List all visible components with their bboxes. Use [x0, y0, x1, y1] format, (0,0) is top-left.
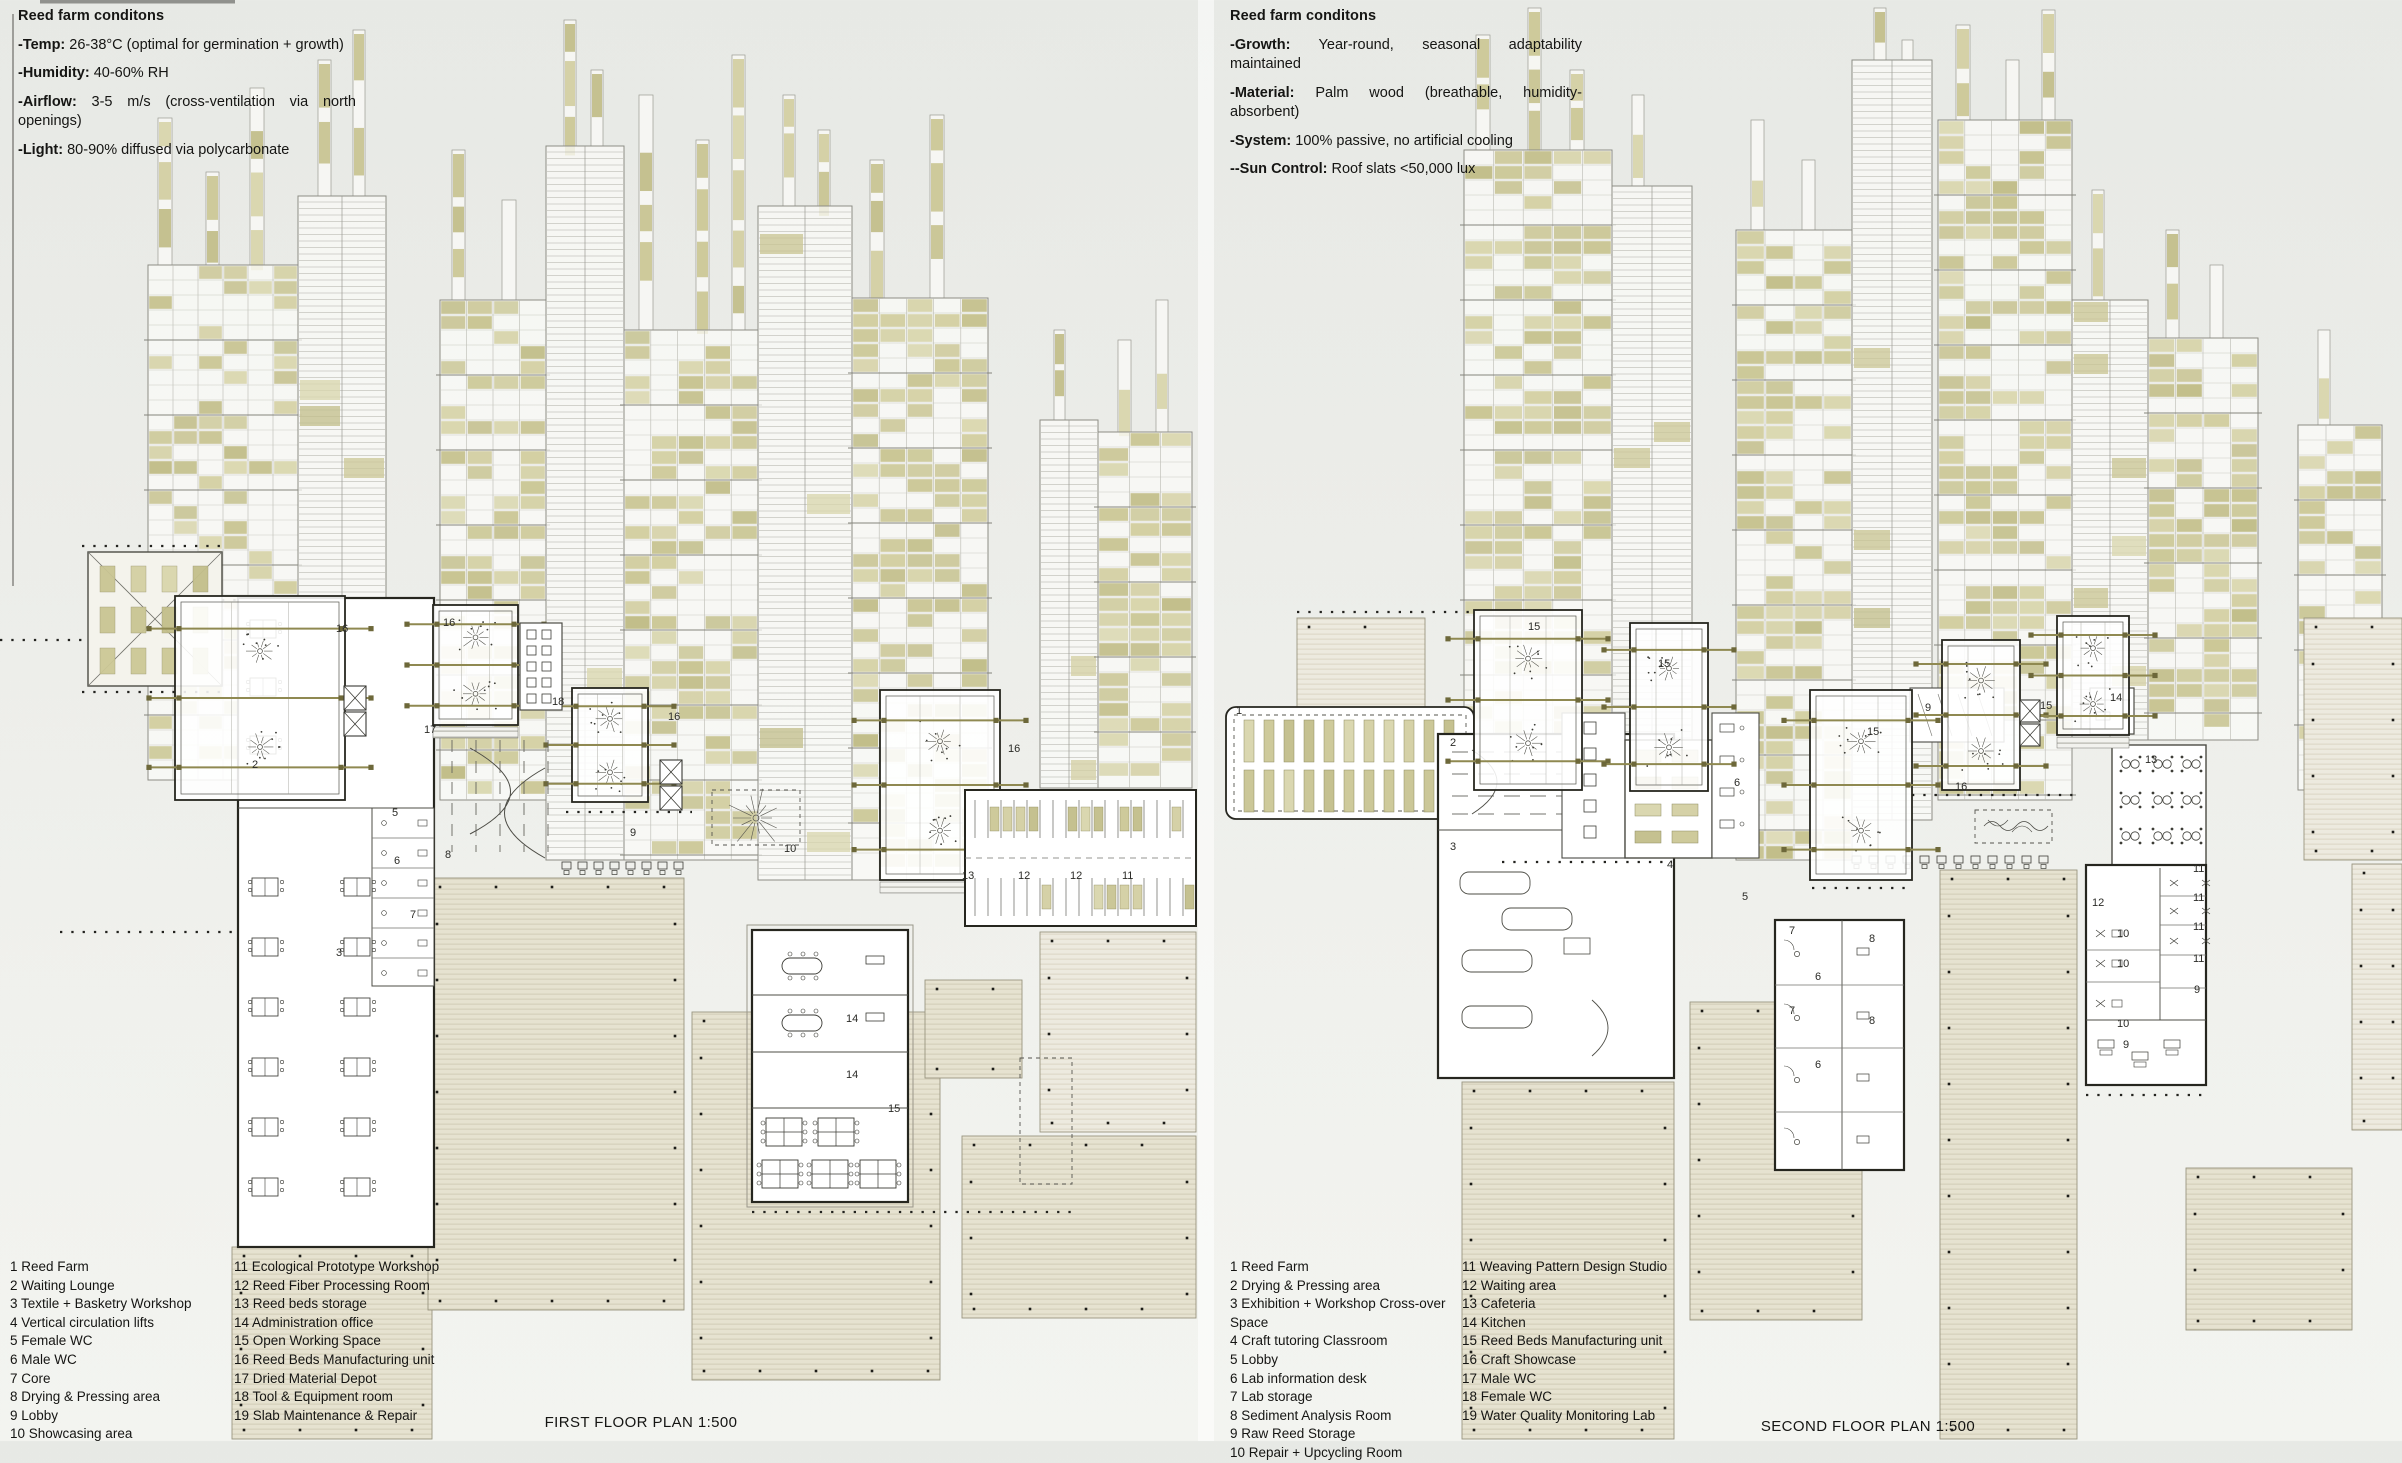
legend-item: 2 Waiting Lounge	[10, 1277, 115, 1293]
condition-item: --Sun Control: Roof slats <50,000 lux	[1230, 161, 1476, 178]
legend-item: 17 Dried Material Depot	[234, 1370, 377, 1386]
svg-text:10: 10	[2117, 1018, 2130, 1030]
legend-item: 8 Sediment Analysis Room	[1230, 1407, 1392, 1423]
conditions-title: Reed farm conditons	[1230, 8, 1377, 24]
legend-column-1	[10, 1258, 222, 1444]
legend-item: 18 Female WC	[1462, 1389, 1553, 1405]
svg-text:7: 7	[1789, 925, 1796, 937]
svg-text:9: 9	[1925, 702, 1932, 714]
svg-text:7: 7	[1789, 1005, 1796, 1017]
legend-item: 4 Craft tutoring Classroom	[1230, 1333, 1388, 1349]
condition-item: -Material: Palm wood (breathable, humidity-absorbent)	[1230, 84, 1582, 121]
svg-text:15: 15	[888, 1103, 901, 1115]
panel-first-floor	[0, 0, 1202, 1441]
legend-item: 11 Ecological Prototype Workshop	[234, 1259, 440, 1274]
conditions-list	[1230, 36, 1582, 180]
svg-text:16: 16	[443, 617, 456, 629]
svg-text:15: 15	[1867, 726, 1880, 738]
svg-text:10: 10	[2117, 958, 2130, 970]
legend-column-2	[1462, 1258, 1704, 1463]
legend-item: 6 Lab information desk	[1230, 1370, 1367, 1386]
svg-text:16: 16	[336, 623, 349, 635]
svg-text:6: 6	[1734, 777, 1741, 789]
legend-item: 7 Core	[10, 1370, 51, 1386]
svg-text:18: 18	[552, 696, 565, 708]
svg-text:11: 11	[2193, 892, 2205, 904]
reed-farm-conditions-first	[18, 8, 356, 169]
legend-item: 13 Cafeteria	[1462, 1296, 1536, 1312]
panel-second-floor	[1212, 0, 2402, 1460]
legend-item: 10 Repair + Upcycling Room	[1230, 1444, 1403, 1460]
legend-item: 2 Drying & Pressing area	[1230, 1277, 1381, 1293]
conditions-list	[18, 36, 356, 160]
svg-text:16: 16	[1008, 743, 1021, 755]
svg-text:3: 3	[1450, 841, 1457, 853]
first-floor-plan-drawing	[0, 0, 1202, 1441]
svg-text:15: 15	[1658, 658, 1671, 670]
condition-item: -Humidity: 40-60% RH	[18, 65, 169, 82]
legend-column-1	[1230, 1258, 1452, 1463]
svg-text:15: 15	[2040, 700, 2053, 712]
legend-item: 14 Kitchen	[1462, 1314, 1526, 1330]
condition-item: -Growth: Year-round, seasonal adaptability maintained	[1230, 37, 1582, 73]
legend-item: 19 Water Quality Monitoring Lab	[1462, 1407, 1656, 1423]
legend-item: 3 Exhibition + Workshop Cross-over Space	[1230, 1296, 1446, 1330]
svg-text:12: 12	[1018, 870, 1031, 882]
svg-text:8: 8	[445, 849, 452, 861]
svg-text:14: 14	[2110, 692, 2123, 704]
svg-text:6: 6	[1815, 971, 1822, 983]
svg-text:7: 7	[410, 909, 417, 921]
legend-item: 15 Open Working Space	[234, 1333, 381, 1349]
legend-item: 4 Vertical circulation lifts	[10, 1314, 155, 1330]
svg-text:6: 6	[1815, 1059, 1822, 1071]
svg-text:16: 16	[1955, 781, 1968, 793]
condition-item: -Airflow: 3-5 m/s (cross-ventilation via north openings)	[18, 93, 356, 130]
svg-text:9: 9	[2194, 984, 2201, 996]
legend-item: 10 Showcasing area	[10, 1426, 133, 1442]
svg-text:16: 16	[668, 711, 681, 723]
legend-item: 1 Reed Farm	[1230, 1259, 1309, 1274]
reed-farm-conditions-second	[1230, 8, 1582, 189]
svg-text:2: 2	[1450, 737, 1457, 749]
legend-item: 9 Raw Reed Storage	[1230, 1426, 1356, 1442]
condition-item: -System: 100% passive, no artificial cooling	[1230, 132, 1513, 149]
condition-item: -Light: 80-90% diffused via polycarbonate	[18, 141, 290, 158]
svg-text:17: 17	[424, 724, 437, 736]
svg-text:11: 11	[2193, 953, 2205, 965]
svg-text:11: 11	[2193, 863, 2205, 875]
legend-column-2	[234, 1258, 466, 1444]
legend-item: 12 Waiting area	[1462, 1277, 1557, 1293]
svg-text:10: 10	[784, 843, 797, 855]
svg-text:11: 11	[2193, 921, 2205, 933]
legend-second-floor	[1230, 1258, 1704, 1463]
svg-text:9: 9	[2123, 1039, 2130, 1051]
svg-text:8: 8	[1869, 1015, 1876, 1027]
svg-text:2: 2	[252, 759, 259, 771]
legend-item: 14 Administration office	[234, 1314, 374, 1330]
svg-text:13: 13	[962, 870, 975, 882]
legend-item: 18 Tool & Equipment room	[234, 1389, 393, 1405]
legend-item: 15 Reed Beds Manufacturing unit	[1462, 1333, 1663, 1349]
svg-text:12: 12	[1070, 870, 1083, 882]
legend-item: 9 Lobby	[10, 1407, 59, 1423]
legend-item: 3 Textile + Basketry Workshop	[10, 1296, 192, 1312]
legend-item: 12 Reed Fiber Processing Room	[234, 1277, 430, 1293]
condition-item: -Temp: 26-38°C (optimal for germination + growth)	[18, 37, 344, 53]
legend-item: 16 Craft Showcase	[1462, 1351, 1577, 1367]
svg-text:5: 5	[1742, 891, 1749, 903]
svg-text:4: 4	[1667, 859, 1674, 871]
plan-caption-second: SECOND FLOOR PLAN 1:500	[1760, 1418, 1976, 1435]
svg-text:12: 12	[2092, 897, 2105, 909]
legend-item: 1 Reed Farm	[10, 1259, 89, 1274]
svg-text:11: 11	[1122, 870, 1134, 882]
svg-text:15: 15	[1528, 621, 1541, 633]
legend-first-floor	[10, 1258, 466, 1444]
svg-text:1: 1	[1236, 705, 1243, 717]
legend-item: 13 Reed beds storage	[234, 1296, 367, 1312]
legend-item: 19 Slab Maintenance & Repair	[234, 1407, 418, 1423]
legend-item: 8 Drying & Pressing area	[10, 1389, 161, 1405]
legend-item: 11 Weaving Pattern Design Studio	[1462, 1259, 1668, 1274]
svg-text:10: 10	[2117, 928, 2130, 940]
legend-item: 16 Reed Beds Manufacturing unit	[234, 1351, 435, 1367]
svg-text:6: 6	[394, 855, 401, 867]
svg-text:14: 14	[846, 1069, 859, 1081]
svg-text:5: 5	[392, 807, 399, 819]
plan-caption-first: FIRST FLOOR PLAN 1:500	[544, 1414, 738, 1431]
svg-text:9: 9	[630, 827, 637, 839]
legend-item: 17 Male WC	[1462, 1370, 1537, 1386]
legend-item: 5 Female WC	[10, 1333, 93, 1349]
legend-item: 5 Lobby	[1230, 1351, 1279, 1367]
svg-text:13: 13	[2145, 754, 2158, 766]
svg-text:8: 8	[1869, 933, 1876, 945]
conditions-title: Reed farm conditons	[18, 8, 165, 24]
svg-text:3: 3	[336, 947, 343, 959]
second-floor-plan-drawing	[1212, 0, 2402, 1441]
svg-text:14: 14	[846, 1013, 859, 1025]
legend-item: 7 Lab storage	[1230, 1389, 1313, 1405]
legend-item: 6 Male WC	[10, 1351, 77, 1367]
